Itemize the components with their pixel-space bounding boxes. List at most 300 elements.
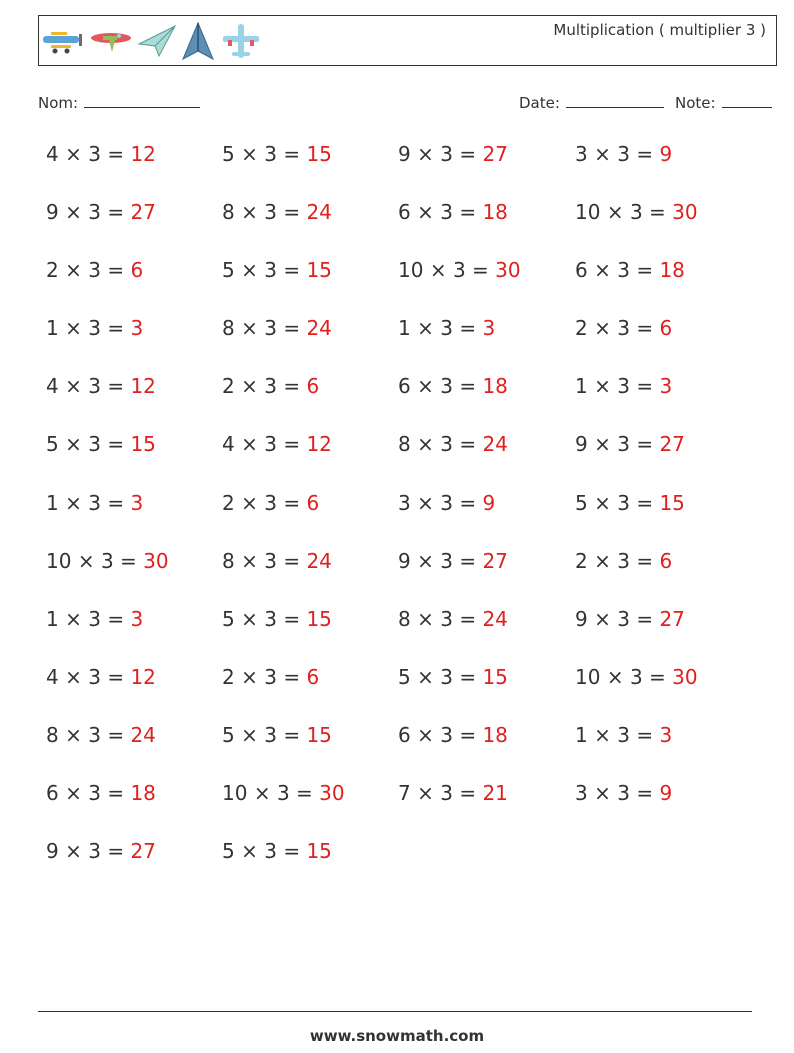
times-symbol: × <box>65 374 82 399</box>
times-symbol: × <box>65 432 82 457</box>
factor-b: 3 <box>617 548 630 573</box>
answer-value: 6 <box>306 490 320 515</box>
problem-item <box>575 142 751 200</box>
times-symbol: × <box>417 548 434 573</box>
factor-a: 5 <box>222 258 235 283</box>
times-symbol: × <box>253 781 271 806</box>
factor-a: 1 <box>575 374 588 399</box>
equals-symbol: = <box>459 781 477 806</box>
factor-b: 3 <box>617 374 630 399</box>
factor-a: 9 <box>398 548 411 573</box>
answer-value: 30 <box>495 258 521 283</box>
answer-value: 27 <box>659 432 685 457</box>
problem-item <box>46 839 222 897</box>
times-symbol: × <box>65 316 82 341</box>
problem-item <box>575 374 751 432</box>
problem-item <box>575 200 751 258</box>
factor-b: 3 <box>88 142 101 166</box>
answer-value: 15 <box>306 606 332 631</box>
times-symbol: × <box>594 490 611 515</box>
equals-symbol: = <box>636 316 654 341</box>
times-symbol: × <box>417 374 434 399</box>
factor-a: 6 <box>575 258 588 283</box>
factor-b: 3 <box>440 548 453 573</box>
equals-symbol: = <box>459 142 477 166</box>
answer-value: 18 <box>659 258 685 283</box>
answer-value: 9 <box>659 142 673 166</box>
answer-value: 30 <box>143 548 169 573</box>
times-symbol: × <box>417 316 434 341</box>
times-symbol: × <box>594 142 611 166</box>
factor-b: 3 <box>264 142 277 166</box>
times-symbol: × <box>417 142 434 166</box>
factor-b: 3 <box>88 316 101 341</box>
name-field <box>38 93 200 112</box>
factor-b: 3 <box>264 606 277 631</box>
equals-symbol: = <box>107 432 125 457</box>
answer-value: 12 <box>306 432 332 457</box>
times-symbol: × <box>594 258 611 283</box>
factor-a: 4 <box>222 432 235 457</box>
date-label: Date: <box>519 94 560 112</box>
times-symbol: × <box>417 432 434 457</box>
answer-value: 6 <box>659 548 673 573</box>
answer-value: 24 <box>482 606 508 631</box>
biplane-icon <box>41 26 85 56</box>
problem-item <box>46 549 222 607</box>
factor-a: 2 <box>222 374 235 399</box>
times-symbol: × <box>65 490 82 515</box>
equals-symbol: = <box>459 664 477 689</box>
problem-item <box>46 723 222 781</box>
factor-b: 3 <box>88 432 101 457</box>
factor-a: 4 <box>46 142 59 166</box>
equals-symbol: = <box>107 374 125 399</box>
factor-a: 1 <box>398 316 411 341</box>
equals-symbol: = <box>283 548 301 573</box>
answer-value: 3 <box>130 606 144 631</box>
factor-b: 3 <box>452 258 466 283</box>
problem-item <box>46 200 222 258</box>
factor-a: 2 <box>222 490 235 515</box>
factor-a: 7 <box>398 781 411 806</box>
factor-a: 5 <box>222 142 235 166</box>
factor-b: 3 <box>88 490 101 515</box>
problem-item <box>222 491 398 549</box>
factor-a: 8 <box>222 548 235 573</box>
factor-b: 3 <box>264 258 277 283</box>
factor-b: 3 <box>264 722 277 747</box>
times-symbol: × <box>241 142 258 166</box>
times-symbol: × <box>594 432 611 457</box>
equals-symbol: = <box>283 142 301 166</box>
answer-value: 30 <box>319 781 345 806</box>
times-symbol: × <box>241 548 258 573</box>
factor-a: 8 <box>398 606 411 631</box>
factor-b: 3 <box>440 316 453 341</box>
icon-strip <box>41 19 263 63</box>
problem-item <box>398 200 575 258</box>
equals-symbol: = <box>459 548 477 573</box>
problem-item <box>46 781 222 839</box>
answer-value: 3 <box>482 316 496 341</box>
problem-item <box>222 607 398 665</box>
equals-symbol: = <box>283 374 301 399</box>
note-label: Note: <box>675 94 716 112</box>
problem-item <box>222 781 398 839</box>
equals-symbol: = <box>107 200 125 225</box>
times-symbol: × <box>65 781 82 806</box>
times-symbol: × <box>594 781 611 806</box>
times-symbol: × <box>417 200 434 225</box>
factor-b: 3 <box>264 316 277 341</box>
answer-value: 3 <box>130 490 144 515</box>
times-symbol: × <box>417 606 434 631</box>
problem-item <box>398 258 575 316</box>
factor-b: 3 <box>629 200 643 225</box>
problem-grid <box>46 142 756 897</box>
factor-a: 4 <box>46 374 59 399</box>
problem-item <box>46 142 222 200</box>
answer-value: 15 <box>306 142 332 166</box>
factor-b: 3 <box>264 548 277 573</box>
factor-b: 3 <box>617 258 630 283</box>
answer-value: 30 <box>672 200 698 225</box>
equals-symbol: = <box>107 316 125 341</box>
times-symbol: × <box>594 316 611 341</box>
problem-item <box>398 491 575 549</box>
problem-item <box>222 723 398 781</box>
answer-value: 6 <box>306 664 320 689</box>
equals-symbol: = <box>283 839 301 864</box>
equals-symbol: = <box>636 432 654 457</box>
answer-value: 3 <box>130 316 144 341</box>
factor-a: 9 <box>46 839 59 864</box>
factor-a: 8 <box>46 722 59 747</box>
equals-symbol: = <box>283 722 301 747</box>
factor-b: 3 <box>440 722 453 747</box>
factor-a: 5 <box>222 839 235 864</box>
answer-value: 15 <box>482 664 508 689</box>
factor-a: 10 <box>46 548 72 573</box>
equals-symbol: = <box>459 490 477 515</box>
times-symbol: × <box>65 664 82 689</box>
times-symbol: × <box>606 664 624 689</box>
equals-symbol: = <box>649 664 666 689</box>
date-field <box>519 93 664 112</box>
times-symbol: × <box>241 722 258 747</box>
problem-item <box>46 258 222 316</box>
factor-a: 6 <box>398 374 411 399</box>
equals-symbol: = <box>107 258 125 283</box>
answer-value: 24 <box>482 432 508 457</box>
factor-a: 3 <box>398 490 411 515</box>
factor-b: 3 <box>88 606 101 631</box>
problem-item <box>222 200 398 258</box>
factor-b: 3 <box>264 490 277 515</box>
factor-b: 3 <box>440 374 453 399</box>
factor-a: 3 <box>575 142 588 166</box>
answer-value: 27 <box>482 548 508 573</box>
answer-value: 24 <box>306 200 332 225</box>
equals-symbol: = <box>283 316 301 341</box>
factor-b: 3 <box>88 781 101 806</box>
equals-symbol: = <box>283 664 301 689</box>
times-symbol: × <box>594 606 611 631</box>
equals-symbol: = <box>283 200 301 225</box>
equals-symbol: = <box>283 432 301 457</box>
problem-item <box>398 607 575 665</box>
times-symbol: × <box>65 258 82 283</box>
name-blank-line[interactable] <box>84 93 200 108</box>
problem-item <box>575 432 751 490</box>
times-symbol: × <box>417 664 434 689</box>
factor-a: 5 <box>46 432 59 457</box>
times-symbol: × <box>241 664 258 689</box>
problem-item <box>575 665 751 723</box>
equals-symbol: = <box>459 316 477 341</box>
equals-symbol: = <box>107 664 125 689</box>
answer-value: 12 <box>130 142 156 166</box>
answer-value: 27 <box>659 606 685 631</box>
factor-b: 3 <box>88 374 101 399</box>
times-symbol: × <box>594 722 611 747</box>
factor-a: 6 <box>46 781 59 806</box>
factor-b: 3 <box>440 432 453 457</box>
factor-a: 10 <box>222 781 248 806</box>
factor-b: 3 <box>100 548 114 573</box>
equals-symbol: = <box>107 781 125 806</box>
factor-a: 9 <box>398 142 411 166</box>
times-symbol: × <box>429 258 447 283</box>
equals-symbol: = <box>107 606 125 631</box>
equals-symbol: = <box>636 258 654 283</box>
times-symbol: × <box>417 722 434 747</box>
problem-item <box>46 607 222 665</box>
equals-symbol: = <box>636 722 654 747</box>
factor-a: 10 <box>575 200 601 225</box>
problem-item <box>222 316 398 374</box>
answer-value: 18 <box>482 722 508 747</box>
equals-symbol: = <box>636 374 654 399</box>
problem-item <box>575 491 751 549</box>
problem-item <box>575 607 751 665</box>
factor-b: 3 <box>264 200 277 225</box>
factor-b: 3 <box>88 839 101 864</box>
equals-symbol: = <box>296 781 313 806</box>
equals-symbol: = <box>472 258 489 283</box>
answer-value: 15 <box>306 722 332 747</box>
factor-a: 9 <box>575 432 588 457</box>
problem-item <box>575 549 751 607</box>
problem-item <box>222 258 398 316</box>
factor-b: 3 <box>88 258 101 283</box>
problem-item <box>222 665 398 723</box>
footer-url: www.snowmath.com <box>309 1027 485 1045</box>
answer-value: 15 <box>130 432 156 457</box>
equals-symbol: = <box>120 548 137 573</box>
answer-value: 24 <box>130 722 156 747</box>
times-symbol: × <box>65 142 82 166</box>
answer-value: 30 <box>672 664 698 689</box>
note-field <box>675 93 772 112</box>
equals-symbol: = <box>459 432 477 457</box>
problem-item <box>222 839 398 897</box>
times-symbol: × <box>65 200 82 225</box>
answer-value: 6 <box>130 258 144 283</box>
factor-a: 8 <box>222 316 235 341</box>
jet-fighter-icon <box>181 21 215 61</box>
problem-item <box>398 374 575 432</box>
times-symbol: × <box>241 839 258 864</box>
answer-value: 18 <box>482 374 508 399</box>
factor-a: 8 <box>222 200 235 225</box>
times-symbol: × <box>606 200 624 225</box>
answer-value: 24 <box>306 316 332 341</box>
times-symbol: × <box>65 606 82 631</box>
factor-b: 3 <box>440 606 453 631</box>
times-symbol: × <box>417 781 434 806</box>
problem-item <box>222 549 398 607</box>
equals-symbol: = <box>459 200 477 225</box>
factor-b: 3 <box>617 781 630 806</box>
factor-a: 10 <box>398 258 424 283</box>
equals-symbol: = <box>107 490 125 515</box>
factor-b: 3 <box>440 142 453 166</box>
factor-a: 2 <box>46 258 59 283</box>
factor-b: 3 <box>440 781 453 806</box>
factor-b: 3 <box>88 200 101 225</box>
factor-a: 2 <box>575 548 588 573</box>
problem-item <box>46 491 222 549</box>
factor-b: 3 <box>617 316 630 341</box>
times-symbol: × <box>594 548 611 573</box>
equals-symbol: = <box>636 606 654 631</box>
problem-item <box>222 432 398 490</box>
factor-b: 3 <box>617 606 630 631</box>
answer-value: 15 <box>659 490 685 515</box>
factor-a: 10 <box>575 664 601 689</box>
factor-a: 6 <box>398 200 411 225</box>
paper-plane-icon <box>137 24 177 58</box>
equals-symbol: = <box>459 374 477 399</box>
equals-symbol: = <box>283 258 301 283</box>
times-symbol: × <box>65 722 82 747</box>
problem-item <box>398 723 575 781</box>
times-symbol: × <box>241 200 258 225</box>
answer-value: 12 <box>130 664 156 689</box>
times-symbol: × <box>241 316 258 341</box>
equals-symbol: = <box>107 839 125 864</box>
answer-value: 9 <box>659 781 673 806</box>
times-symbol: × <box>65 839 82 864</box>
factor-b: 3 <box>617 490 630 515</box>
times-symbol: × <box>241 258 258 283</box>
date-blank-line[interactable] <box>566 93 664 108</box>
factor-b: 3 <box>440 200 453 225</box>
factor-b: 3 <box>617 432 630 457</box>
factor-b: 3 <box>617 142 630 166</box>
answer-value: 24 <box>306 548 332 573</box>
propeller-plane-icon <box>89 26 133 56</box>
worksheet-header <box>38 15 777 66</box>
equals-symbol: = <box>636 142 654 166</box>
factor-a: 1 <box>46 316 59 341</box>
answer-value: 6 <box>659 316 673 341</box>
equals-symbol: = <box>459 606 477 631</box>
equals-symbol: = <box>636 781 654 806</box>
problem-item <box>398 665 575 723</box>
times-symbol: × <box>241 374 258 399</box>
answer-value: 9 <box>482 490 496 515</box>
problem-item <box>398 432 575 490</box>
equals-symbol: = <box>283 490 301 515</box>
factor-a: 9 <box>575 606 588 631</box>
equals-symbol: = <box>649 200 666 225</box>
factor-b: 3 <box>264 839 277 864</box>
answer-value: 27 <box>130 200 156 225</box>
answer-value: 21 <box>482 781 508 806</box>
equals-symbol: = <box>459 722 477 747</box>
times-symbol: × <box>241 490 258 515</box>
problem-item <box>222 142 398 200</box>
factor-a: 5 <box>222 722 235 747</box>
factor-a: 3 <box>575 781 588 806</box>
problem-item <box>575 781 751 839</box>
equals-symbol: = <box>107 722 125 747</box>
problem-item <box>398 316 575 374</box>
factor-b: 3 <box>629 664 643 689</box>
equals-symbol: = <box>107 142 125 166</box>
note-blank-line[interactable] <box>722 93 772 108</box>
problem-item <box>46 665 222 723</box>
answer-value: 27 <box>130 839 156 864</box>
factor-a: 9 <box>46 200 59 225</box>
answer-value: 15 <box>306 839 332 864</box>
factor-b: 3 <box>264 432 277 457</box>
factor-a: 2 <box>222 664 235 689</box>
times-symbol: × <box>241 606 258 631</box>
answer-value: 18 <box>482 200 508 225</box>
factor-a: 1 <box>46 606 59 631</box>
problem-item <box>575 258 751 316</box>
times-symbol: × <box>594 374 611 399</box>
times-symbol: × <box>241 432 258 457</box>
answer-value: 3 <box>659 374 673 399</box>
factor-b: 3 <box>264 374 277 399</box>
airplane-icon <box>219 22 263 60</box>
factor-a: 5 <box>398 664 411 689</box>
problem-item <box>46 374 222 432</box>
problem-item <box>575 723 751 781</box>
factor-a: 2 <box>575 316 588 341</box>
problem-item <box>575 316 751 374</box>
answer-value: 27 <box>482 142 508 166</box>
factor-a: 6 <box>398 722 411 747</box>
factor-b: 3 <box>88 722 101 747</box>
problem-item <box>46 316 222 374</box>
problem-item <box>398 549 575 607</box>
times-symbol: × <box>77 548 95 573</box>
name-label: Nom: <box>38 94 79 112</box>
equals-symbol: = <box>636 548 654 573</box>
factor-a: 5 <box>222 606 235 631</box>
equals-symbol: = <box>283 606 301 631</box>
problem-item <box>398 781 575 839</box>
factor-a: 1 <box>46 490 59 515</box>
problem-item <box>222 374 398 432</box>
factor-b: 3 <box>276 781 290 806</box>
